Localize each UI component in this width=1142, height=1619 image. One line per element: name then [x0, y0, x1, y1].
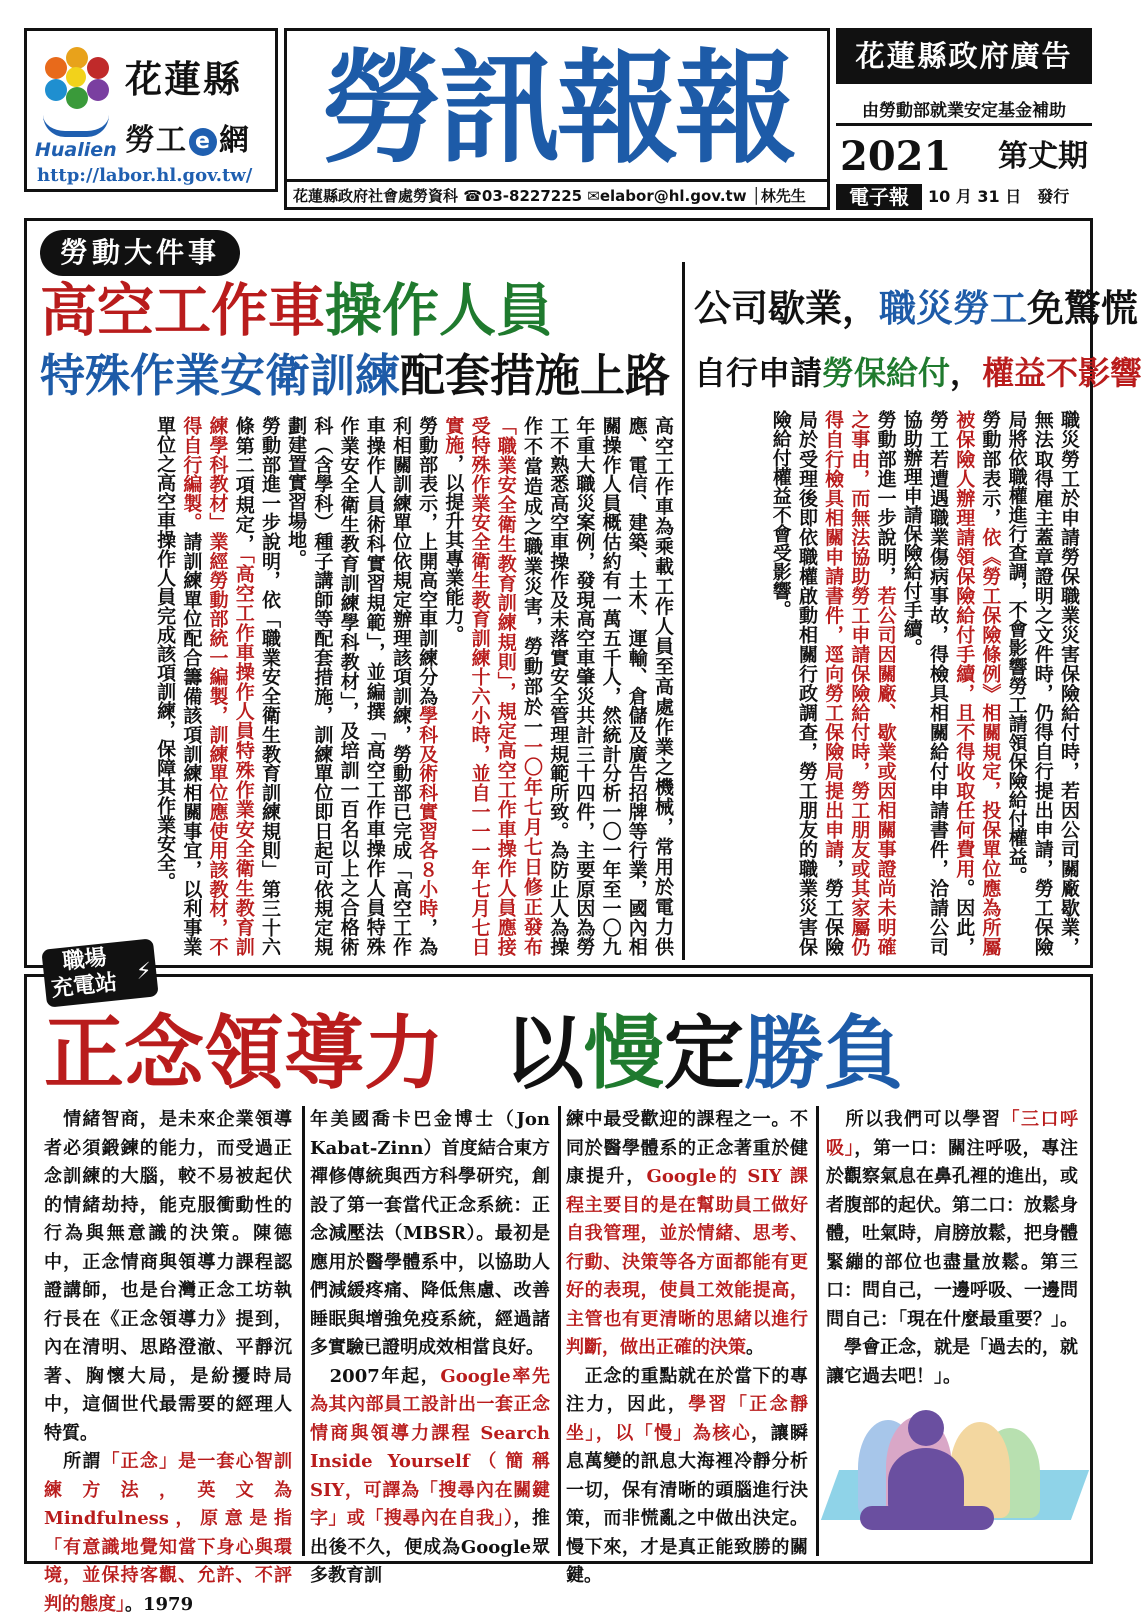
- article1-p3-b: 請訓練單位配合籌備該項訓練相關事宜，以利事業單位之高空車操作人員完成該項訓練，保障其作業安全。: [154, 416, 203, 957]
- article2-title-c: 免驚慌: [1027, 287, 1138, 330]
- article3-col4-b: ，第一口：關注呼吸，專注於觀察氣息在鼻孔裡的進出，或者腹部的起伏。第二口：放鬆身體，吐氣時，肩膀放鬆，把身體緊繃的部位也盡量放鬆。第三口：問自己，一邊呼吸、一邊問問自己：「現在什麼最重要？」。: [826, 1137, 1079, 1330]
- article1-body: [42, 416, 676, 956]
- article3-title-a: 正念領導力: [44, 1007, 444, 1100]
- article3-col3-d: ，讓瞬息萬變的訊息大海裡冷靜分析一切，保有清晰的頭腦進行決策，而非慌亂之中做出決定。慢下來，才是真正能致勝的關鍵。: [566, 1422, 809, 1586]
- article2-body: [694, 410, 1082, 956]
- article3-col2-c: ，推出後不久，便成為Google眾多教育訓: [310, 1508, 551, 1586]
- issue-info: [836, 134, 1092, 180]
- flower-logo-icon: [41, 47, 113, 111]
- article2-subtitle-d: 權益不影響: [982, 354, 1142, 392]
- website-link[interactable]: http://labor.hl.gov.tw/: [37, 165, 253, 186]
- masthead-title: 勞訊報報: [321, 38, 793, 180]
- article3-col2-a: 年美國喬卡巴金博士（Jon Kabat-Zinn）首度結合東方禪修傳統與西方科學研究，創設了第一套當代正念系統：正念減壓法（MBSR）。最初是應用於醫學體系中，以協助人們減緩疼痛、降低焦慮、改善睡眠與增強免疫系統，經過諸多實驗已證明成效相當良好。: [310, 1109, 550, 1358]
- open-book-icon: [43, 115, 109, 137]
- fund-label: 由勞動部就業安定基金補助: [836, 96, 1092, 126]
- article2-subtitle-a: 自行申請: [694, 354, 823, 392]
- lightning-icon: ⚡: [134, 958, 153, 986]
- article2-p3-b: ，勞工保險局於受理後即依職權啟動相關行政調查，勞工朋友的職業災害保險給付權益不會受影響。: [769, 410, 845, 957]
- article3-col1-highlight: 「正念」是一套心智訓練方法，英文為 Mindfulness，原意是指「有意識地覺知當下身心與環境，並保持客觀、允許、不評判的態度」: [44, 1451, 292, 1615]
- logo-block[interactable]: [24, 28, 278, 192]
- logo-network-pre: 勞工: [125, 123, 187, 158]
- col-divider-1: [302, 1106, 305, 1556]
- col-divider-3: [816, 1106, 819, 1556]
- article1-p2-a: 勞動部表示，上開高空車訓練分為: [416, 416, 439, 706]
- article2-p2-highlight: 依《勞工保險條例》相關規定，投保單位應為所屬被保險人辦理請領保險給付手續，且不得收取任何費用: [953, 410, 1002, 957]
- article1-subtitle-a: 特殊作業安衛訓練: [40, 349, 401, 402]
- article3-title-c: 慢: [584, 1007, 664, 1100]
- article3-col3-highlight2: 學習「正念靜坐」，以「慢」為核心: [566, 1394, 809, 1444]
- article3-title-d: 定: [664, 1007, 744, 1100]
- figure-body-icon: [888, 1448, 964, 1514]
- article2-p2-a: 勞動部表示，: [979, 410, 1002, 528]
- e-icon: e: [189, 128, 217, 156]
- article3-col3-b: 。: [746, 1337, 764, 1358]
- article2-subtitle-c: ，: [950, 354, 983, 392]
- article2-p3-a: 勞動部進一步說明，: [874, 410, 897, 586]
- article3-col1: [44, 1106, 292, 1615]
- logo-network-name: [125, 115, 250, 159]
- issue-number: 第𠀋期: [998, 139, 1088, 174]
- section2-tag-a: 職場: [61, 945, 108, 975]
- col-divider-2: [558, 1106, 561, 1556]
- section2-tag: [41, 938, 158, 1007]
- article3-col4-highlight: 「三口呼吸」: [826, 1109, 1078, 1159]
- article2-title: [694, 282, 1138, 336]
- article1-title-b: 操作人員: [325, 278, 553, 344]
- article3-col2-b: 2007年起，: [310, 1365, 441, 1387]
- article1-p2-b: ，為利相關訓練單位依規定辦理該項訓練，勞動部已完成「高空工作車操作人員術科實習規範」，並編撰「高空工作車操作人員特殊作業安全衛生教育訓練學科教材」，及培訓一百名以上之合格術科（含學科）種子講師等配套措施，訓練單位即日起可依規定規劃建置實習場地。: [285, 416, 439, 957]
- gov-ad-label: 花蓮縣政府廣告: [836, 28, 1092, 84]
- article2-subtitle-b: 勞保給付: [822, 354, 951, 392]
- article1-p1: 高空工作車為乘載工作人員至高處作業之機械，常用於電力供應、電信、建築、土木、運輸、倉儲及廣告招牌等行業，國內相關操作人員概估約有一萬五千人，然統計分析一〇一年至一〇九年重大職災案例，發現高空車肇災共計三十四件，主要原因為勞工不熟悉高空車操作及未落實安全管理規範所致。為防止人為操作不當造成之職業災害，勞動部於一: [520, 416, 674, 956]
- article2-p3-highlight: 若公司因關廠、歇業或因相關事證尚未明確之事由，而無法協助勞工申請保險給付時，勞工朋友或其家屬仍得自行檢具相關申請書件，逕向勞工保險局提出申請: [822, 410, 897, 957]
- issue-year: 2021: [840, 133, 952, 180]
- article3-col3: [566, 1106, 809, 1586]
- edition-tag: 電子報: [836, 184, 922, 210]
- article3-title: [44, 1008, 1084, 1100]
- article2-p2-b: 。因此，勞工若遭遇職業傷病事故，得檢具相關給付申請書件，洽請公司協助辦理申請保險給付手續。: [900, 410, 976, 957]
- article2-title-a: 公司歇業，: [694, 287, 879, 330]
- edition-date: [836, 184, 1092, 210]
- article1-subtitle: [40, 346, 680, 406]
- article3-col1-b: 所謂: [44, 1451, 102, 1472]
- meditation-illustration: [830, 1410, 1080, 1550]
- article2-title-b: 職災勞工: [879, 287, 1027, 330]
- article1-p1-end: ，以提升其專業能力。: [442, 454, 465, 644]
- section1-tag: 勞動大件事: [40, 230, 240, 276]
- logo-network-post: 網: [219, 123, 250, 158]
- article3-col2-highlight: Google率先為其內部員工設計出一套正念情商與領導力課程 Search Inside Yourself（簡稱SIY，可譯為「搜尋內在關鍵字」或「搜尋內在自我」）: [310, 1365, 550, 1529]
- article1-p3-a: 勞動部進一步說明，依「職業安全衛生教育訓練規則」第三十六條第二項規定，: [232, 416, 281, 956]
- masthead: [284, 28, 830, 210]
- article3-col1-a: 情緒智商，是未來企業領導者必須鍛鍊的能力，而受過正念訓練的大腦，較不易被起伏的情緒劫持，能克服衝動性的行為與無意識的決策。陳德中，正念情商與領導力課程認證講師，也是台灣正念工坊執行長在《正念領導力》提到，內在清明、思路澄澈、平靜沉著、胸懷大局，是紛擾時局中，這個世代最需要的經理人特質。: [44, 1109, 292, 1444]
- logo-county-name: 花蓮縣: [125, 58, 242, 101]
- publish-date: 10 月 31 日 發行: [928, 187, 1070, 206]
- article3-col3-c: 正念的重點就在於當下的專注力，因此，: [566, 1365, 808, 1415]
- article1-title-a: 高空工作車: [40, 278, 325, 344]
- article3-col3-highlight: Google的 SIY 課程主要目的是在幫助員工做好自我管理，並於情緒、思考、行動、決策等各方面都能有更好的表現，使員工效能提高，主管也有更清晰的思緒以進行判斷，做出正確的決策: [566, 1166, 808, 1358]
- article3-col4-c: 學會正念，就是「過去的，就讓它過去吧！」。: [826, 1337, 1078, 1387]
- contact-line: 花蓮縣政府社會處勞資科 ☎03-8227225 ✉elabor@hl.gov.tw │林先生: [287, 179, 827, 209]
- article3-col4: [826, 1106, 1078, 1406]
- article3-title-b: 以: [504, 1007, 584, 1100]
- logo-hualien-text: Hualien: [35, 139, 117, 161]
- article1-title: [40, 280, 680, 342]
- article2-p1: 職災勞工於申請勞保職業災害保險給付時，若因公司關廠歇業，無法取得雇主蓋章證明之文件時，仍得自行提出申請，勞工保險局將依職權進行查調，不會影響勞工請領保險給付權益。: [1005, 410, 1080, 956]
- section2-tag-b: 充電站: [50, 970, 119, 1003]
- section1-divider: [682, 262, 685, 960]
- article3-col3-a: 練中最受歡迎的課程之一。不同於醫學體系的正念著重於健康提升，: [566, 1109, 808, 1187]
- article1-subtitle-b: 配套措施上路: [400, 349, 671, 402]
- article1-p1-highlight: 一〇年七月七日修正發布「職業安全衛生教育訓練規則」，規定高空工作車操作人員應接受特殊作業安全衛生教育訓練十六小時，並自一一一年七月七日實施: [442, 416, 543, 957]
- figure-legs-icon: [860, 1506, 994, 1530]
- article3-col2: [310, 1106, 551, 1586]
- article1-p3-highlight: 「高空工作車操作人員特殊作業安全衛生教育訓練學科教材」業經勞動部統一編製，訓練單位應使用該教材，不得自行編製。: [180, 416, 255, 957]
- figure-head-icon: [908, 1410, 944, 1446]
- article3-col4-a: 所以我們可以學習: [826, 1109, 1002, 1130]
- article3-col1-c: 。1979: [125, 1593, 194, 1615]
- article2-subtitle: [694, 346, 1142, 400]
- article1-p2-highlight: 學科及術科實習各８小時: [416, 705, 439, 918]
- article3-title-e: 勝負: [744, 1007, 904, 1100]
